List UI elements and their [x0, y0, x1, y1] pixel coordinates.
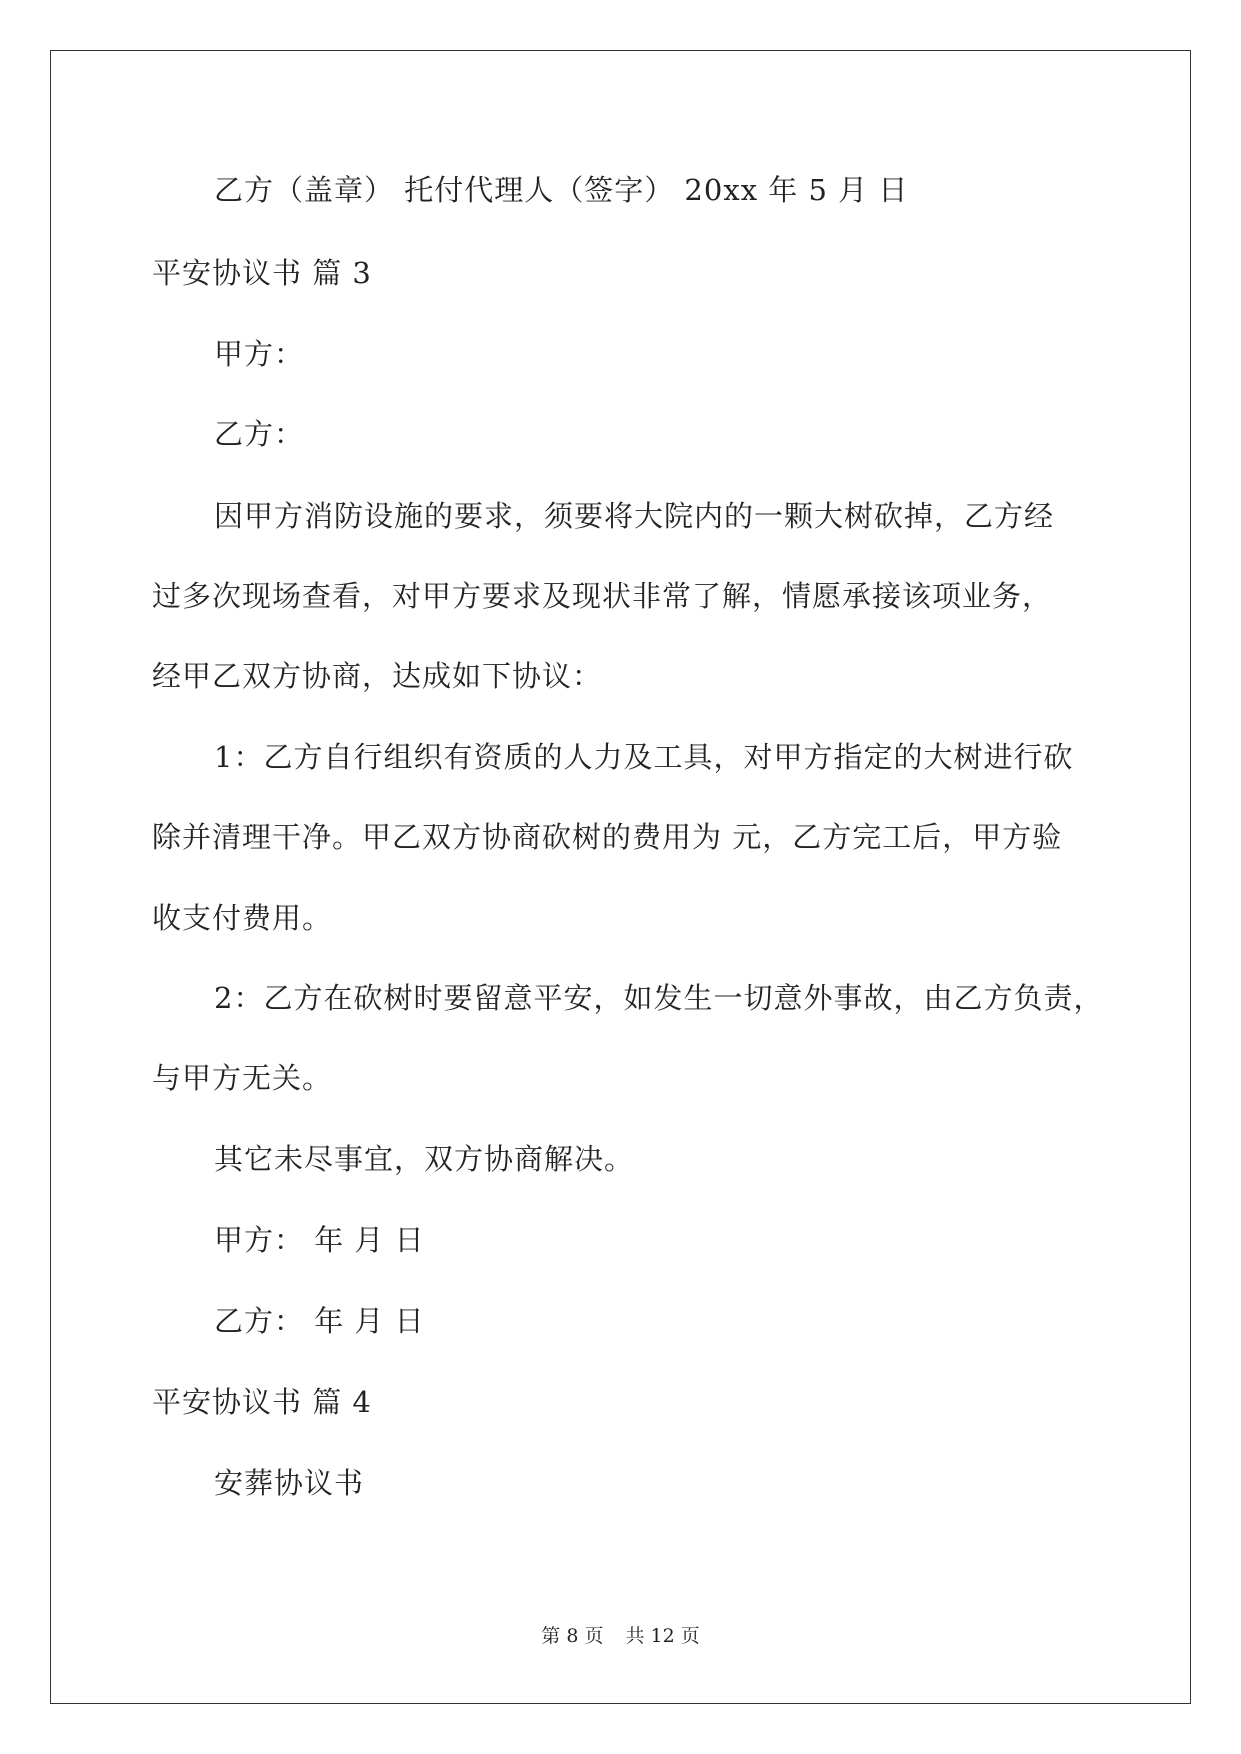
clause-1-line: 收支付费用。 [152, 901, 333, 935]
section-heading-3: 平安协议书 篇 3 [152, 256, 372, 290]
party-b-label: 乙方： [214, 417, 305, 451]
signature-line-party-b: 乙方（盖章） 托付代理人（签字） 20xx 年 5 月 日 [214, 173, 909, 207]
page-footer [0, 1624, 1241, 1648]
page-border [50, 50, 1191, 1704]
party-b-date-line: 乙方： 年 月 日 [214, 1304, 425, 1338]
body-paragraph-line: 过多次现场查看，对甲方要求及现状非常了解，情愿承接该项业务， [152, 579, 1053, 613]
body-paragraph-line: 经甲乙双方协商，达成如下协议： [152, 659, 603, 693]
section-heading-4: 平安协议书 篇 4 [152, 1385, 372, 1419]
page-number-total: 共 12 页 [625, 1625, 700, 1647]
body-paragraph-line: 因甲方消防设施的要求，须要将大院内的一颗大树砍掉，乙方经 [214, 499, 1055, 533]
clause-2-line: 2：乙方在砍树时要留意平安，如发生一切意外事故，由乙方负责， [214, 981, 1104, 1015]
party-a-label: 甲方： [214, 337, 305, 371]
clause-2-line: 与甲方无关。 [152, 1061, 333, 1095]
party-a-date-line: 甲方： 年 月 日 [214, 1223, 425, 1257]
clause-1-line: 除并清理干净。甲乙双方协商砍树的费用为 元，乙方完工后，甲方验 [152, 820, 1063, 854]
sub-title-line: 安葬协议书 [214, 1466, 365, 1500]
clause-1-line: 1：乙方自行组织有资质的人力及工具，对甲方指定的大树进行砍 [214, 740, 1074, 774]
page-number-current: 第 8 页 [541, 1625, 604, 1647]
other-matters-line: 其它未尽事宜，双方协商解决。 [214, 1142, 635, 1176]
